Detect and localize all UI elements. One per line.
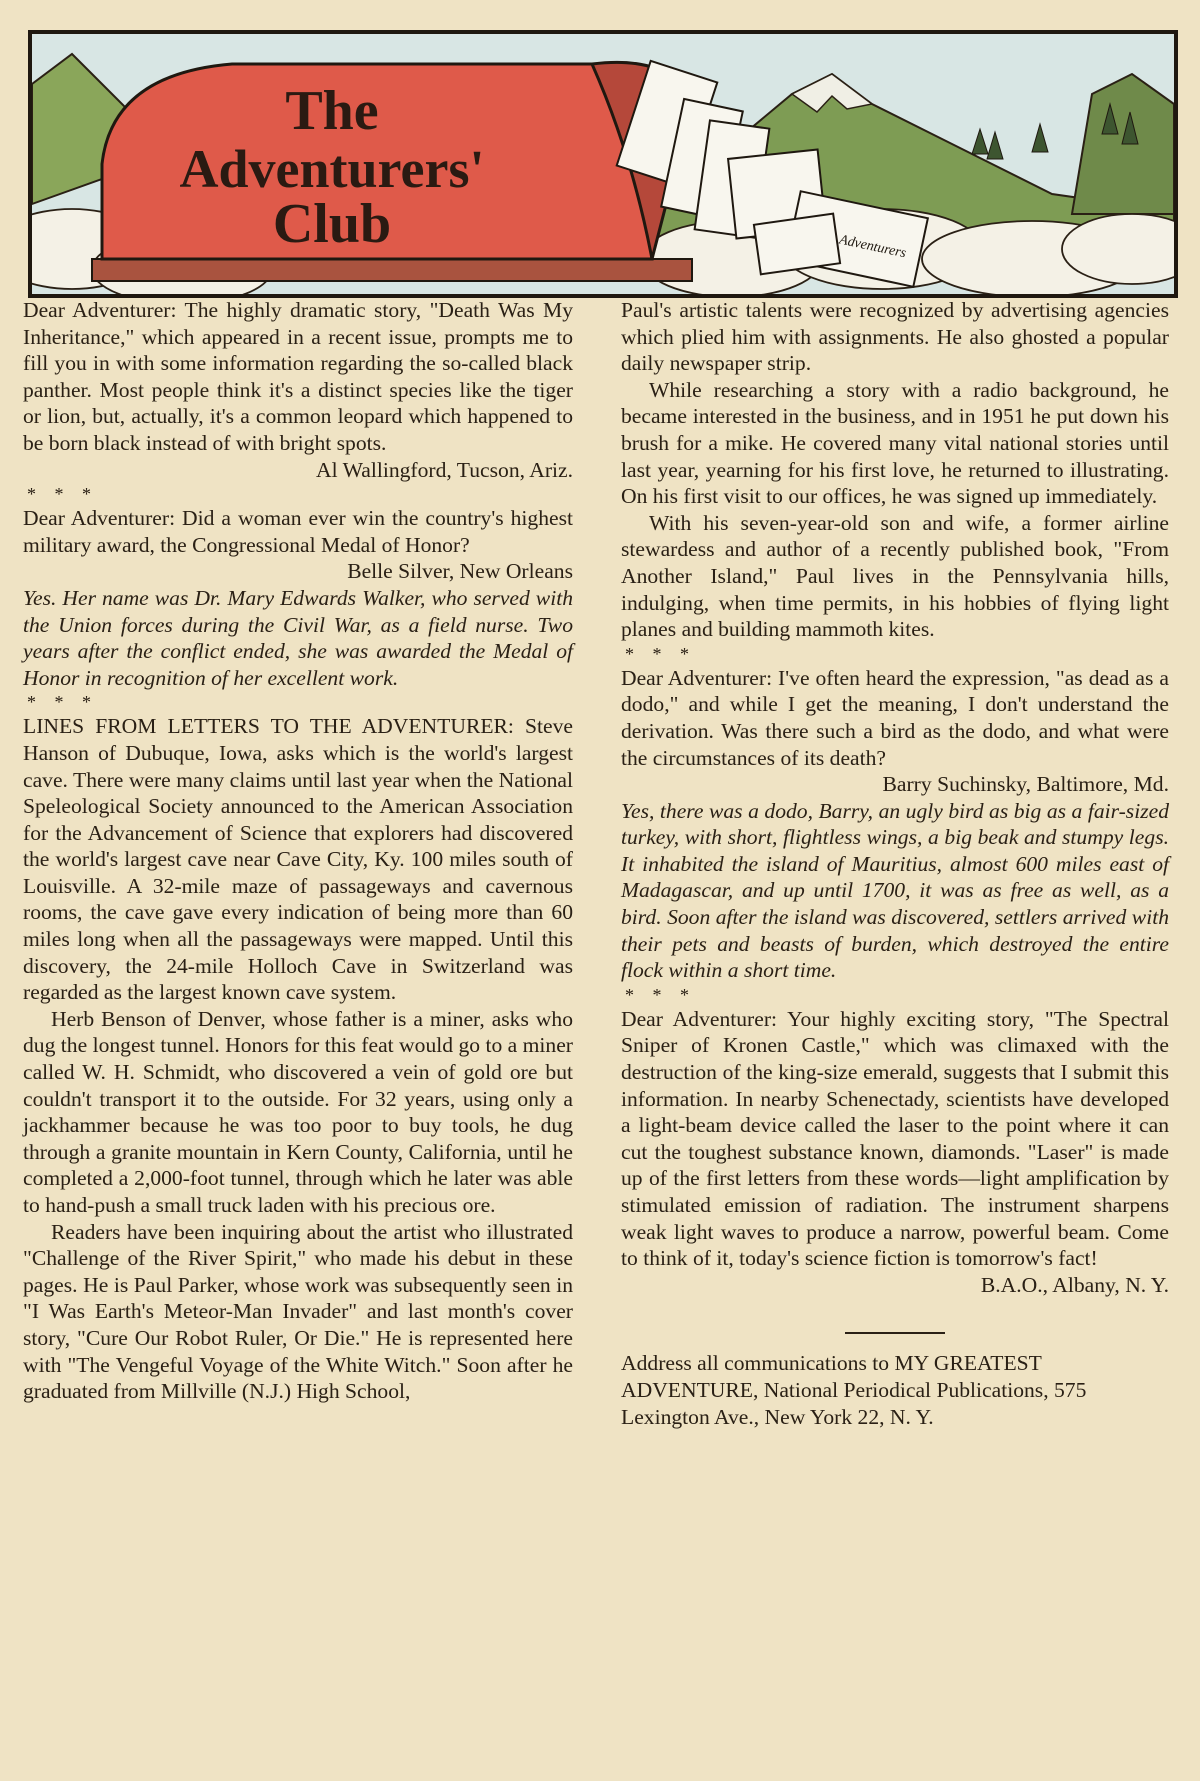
letter-paragraph: Dear Adventurer: Your highly exciting story, "The Spectral Sniper of Kronen Castle," which was climaxed with the destruction of the king-size emerald, suggests that I submit this information. In nearby Schenectady, scientists have developed a light-beam device called the laser to the point where it can cut the toughest substance known, diamonds. "Laser" is made up of the first letters from these words—light amplification by stimulated emission of radiation. The instrument sharpens weak light waves to produce a narrow, powerful beam. Come to think of it, today's science fiction is tomorrow's fact! <box>621 1006 1169 1271</box>
title-line-2: Adventurers' <box>179 139 485 199</box>
letter-paragraph: Dear Adventurer: The highly dramatic story, "Death Was My Inheritance," which appeared in a recent issue, prompts me to fill you in with some information regarding the so-called black panther. Most people think it's a distinct species like the tiger or lion, but, actually, it's a common leopard which happened to be born black instead of with bright spots. <box>23 298 573 455</box>
header-banner <box>28 30 1178 298</box>
letter-paragraph: Paul's artistic talents were recognized by advertising agencies which plied him with assignments. He also ghosted a popular daily newspaper strip. <box>621 298 1169 376</box>
divider <box>845 1332 945 1334</box>
separator-stars: * * * <box>625 984 696 1005</box>
letter-paragraph: Herb Benson of Denver, whose father is a miner, asks who dug the longest tunnel. Honors for this feat would go to a miner called W. H. Schmidt, who discovered a vein of gold ore but couldn't transport it to the outside. For 32 years, using only a jackhammer because he was too poor to buy tools, he dug through a granite mountain in Kern County, California, until he completed a 2,000-foot tunnel, through which he later was able to hand-push a small truck laden with his precious ore. <box>23 1006 573 1217</box>
separator-stars: * * * <box>27 484 98 505</box>
separator-stars: * * * <box>625 643 696 664</box>
letter-paragraph: Dear Adventurer: Did a woman ever win the country's highest military award, the Congressional Medal of Honor? <box>23 506 573 557</box>
editor-reply: Yes, there was a dodo, Barry, an ugly bird as big as a fair-sized turkey, with short, flightless wings, a big beak and stumpy legs. It inhabited the island of Mauritius, almost 600 miles east of Madagascar, and up until 1700, it was as free as well, as a bird. Soon after the island was discovered, settlers arrived with their pets and beasts of burden, which destroyed the entire flock within a short time. <box>621 798 1169 983</box>
letter-paragraph: Readers have been inquiring about the artist who illustrated "Challenge of the River Spirit," who made his debut in these pages. He is Paul Parker, whose work was subsequently seen in "I Was Earth's Meteor-Man Invader" and last month's cover story, "Cure Our Robot Ruler, Or Die." He is represented here with "The Vengeful Voyage of the White Witch." Soon after he graduated from Millville (N.J.) High School, <box>23 1219 573 1404</box>
title-line-3: Club <box>272 193 392 255</box>
mailbox-illustration <box>32 34 1174 294</box>
title-line-1: The <box>285 80 379 142</box>
mailing-address: Address all communications to MY GREATEST ADVENTURE, National Periodical Publications, 575 Lexington Ave., New York 22, N. Y. <box>621 1351 1087 1429</box>
left-column <box>23 297 573 1405</box>
letter-signature: Barry Suchinsky, Baltimore, Md. <box>882 772 1169 797</box>
letter-signature: B.A.O., Albany, N. Y. <box>980 1272 1169 1297</box>
letter-paragraph: LINES FROM LETTERS TO THE ADVENTURER: Steve Hanson of Dubuque, Iowa, asks which is the world's largest cave. There were many claims until last year when the National Speleological Society announced to the American Association for the Advancement of Science that explorers had discovered the world's largest cave near Cave City, Ky. 100 miles south of Louisville. A 32-mile maze of passageways and cavernous rooms, the cave gave every indication of being more than 60 miles long when all the passageways were mapped. Until this discovery, the 24-mile Holloch Cave in Switzerland was regarded as the largest known cave system. <box>23 714 573 1005</box>
letter-signature: Belle Silver, New Orleans <box>347 559 573 584</box>
letter-paragraph: Dear Adventurer: I've often heard the expression, "as dead as a dodo," and while I get the meaning, I don't understand the derivation. Was there such a bird as the dodo, and what were the circumstances of its death? <box>621 665 1169 770</box>
separator-stars: * * * <box>27 692 98 713</box>
letter-signature: Al Wallingford, Tucson, Ariz. <box>316 457 573 482</box>
letter-paragraph: While researching a story with a radio background, he became interested in the business, and in 1951 he put down his brush for a mike. He covered many vital national stories until last year, yearning for his first love, he returned to illustrating. On his first visit to our offices, he was signed up immediately. <box>621 377 1169 509</box>
letter-paragraph: With his seven-year-old son and wife, a former airline stewardess and author of a recently published book, "From Another Island," Paul lives in the Pennsylvania hills, indulging, when time permits, in his hobbies of flying light planes and building mammoth kites. <box>621 510 1169 642</box>
right-column <box>621 297 1169 1430</box>
envelope-text: Adventurers <box>837 232 908 262</box>
editor-reply: Yes. Her name was Dr. Mary Edwards Walker, who served with the Union forces during the Civil War, as a field nurse. Two years after the conflict ended, she was awarded the Medal of Honor in recognition of her excellent work. <box>23 585 573 690</box>
